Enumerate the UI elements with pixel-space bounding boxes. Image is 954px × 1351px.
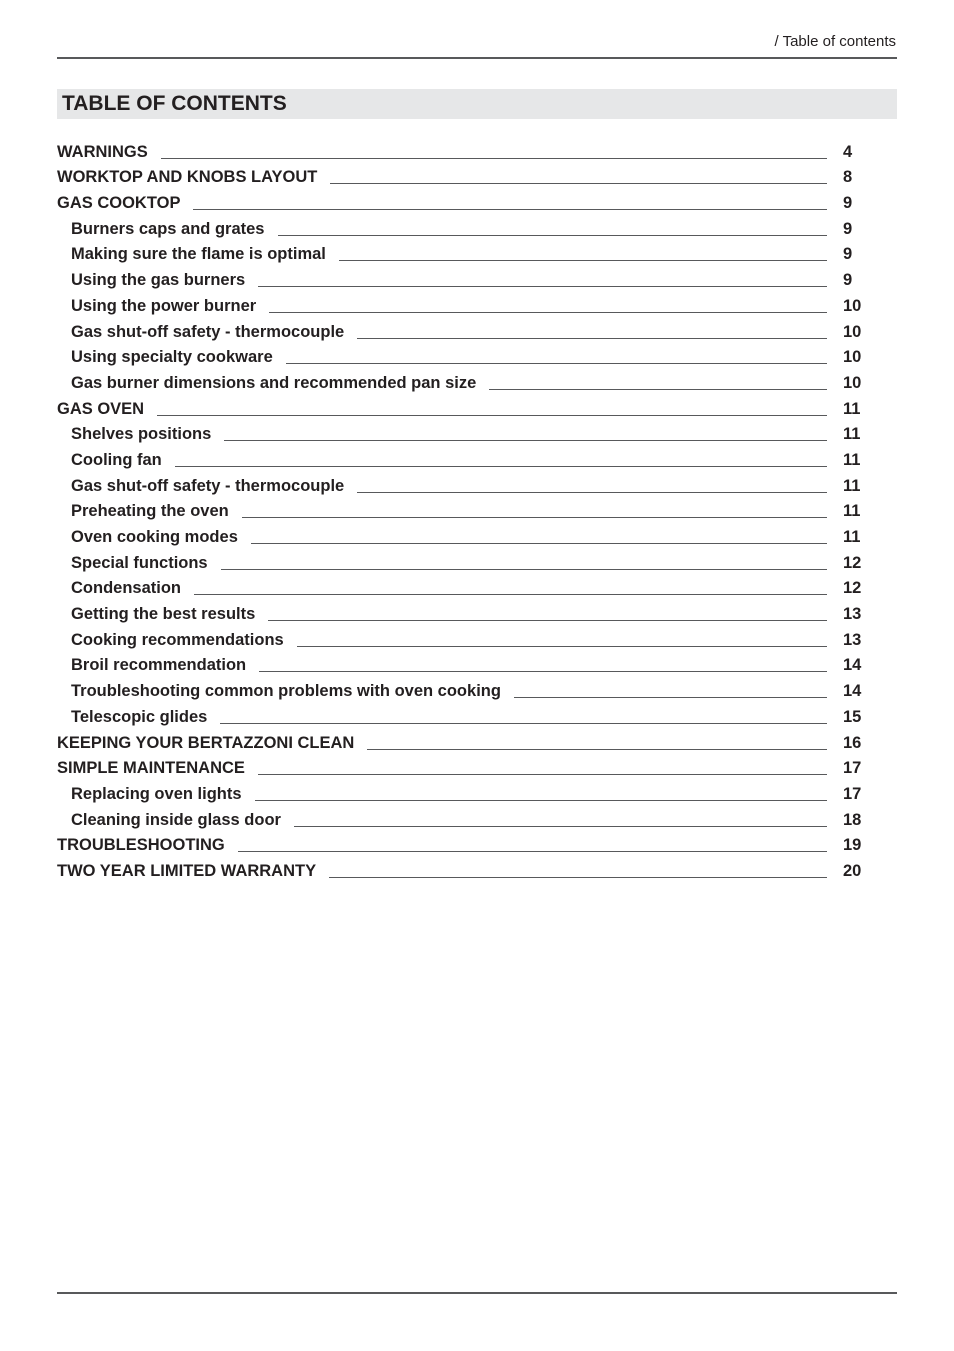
toc-leader-line (357, 492, 827, 493)
toc-entry-label: TROUBLESHOOTING (57, 836, 225, 855)
page-title: TABLE OF CONTENTS (62, 92, 287, 115)
toc-entry-label: Gas burner dimensions and recommended pan size (71, 373, 477, 392)
toc-leader-line (220, 723, 827, 724)
toc-leader-line (278, 235, 828, 236)
toc-leader-line (221, 569, 827, 570)
toc-entry-label: Preheating the oven (71, 502, 229, 521)
toc-entry[interactable] (57, 319, 865, 345)
toc-entry-label: Condensation (71, 579, 181, 598)
toc-leader-line (268, 620, 827, 621)
toc-entry[interactable] (57, 833, 865, 859)
toc-entry[interactable] (57, 267, 865, 293)
toc-leader-line (259, 671, 827, 672)
toc-entry-label: KEEPING YOUR BERTAZZONI CLEAN (57, 733, 355, 752)
toc-entry[interactable] (57, 345, 865, 371)
toc-entry-page-number: 11 (843, 399, 861, 418)
toc-leader-line (294, 826, 827, 827)
toc-entry-page-number: 12 (843, 553, 862, 572)
toc-leader-line (175, 466, 827, 467)
toc-entry-page-number: 14 (843, 682, 862, 701)
toc-entry[interactable] (57, 781, 865, 807)
toc-entry-page-number: 17 (843, 784, 862, 803)
toc-leader-line (258, 286, 827, 287)
toc-entry[interactable] (57, 447, 865, 473)
toc-entry-label: Troubleshooting common problems with oven cooking (71, 682, 501, 701)
toc-entry-page-number: 4 (843, 142, 853, 161)
toc-entry-page-number: 10 (843, 296, 862, 315)
toc-leader-line (357, 338, 827, 339)
toc-entry-page-number: 9 (843, 219, 853, 238)
table-of-contents (57, 139, 865, 884)
toc-entry[interactable] (57, 190, 865, 216)
toc-entry-label: Cooling fan (71, 450, 162, 469)
toc-entry-label: Burners caps and grates (71, 219, 265, 238)
toc-entry[interactable] (57, 678, 865, 704)
toc-leader-line (157, 415, 827, 416)
toc-leader-line (514, 697, 827, 698)
toc-entry-page-number: 17 (843, 759, 862, 778)
toc-leader-line (258, 774, 827, 775)
title-band (57, 89, 897, 119)
toc-entry-label: Using specialty cookware (71, 348, 273, 367)
toc-entry-page-number: 11 (843, 450, 861, 469)
toc-entry[interactable] (57, 601, 865, 627)
toc-entry[interactable] (57, 807, 865, 833)
toc-entry-label: Using the gas burners (71, 271, 246, 290)
toc-entry-label: Oven cooking modes (71, 528, 238, 546)
toc-entry-label: Special functions (71, 553, 208, 572)
toc-entry-page-number: 9 (843, 271, 853, 290)
footer-rule (57, 1292, 897, 1294)
toc-leader-line (255, 800, 827, 801)
toc-entry-label: GAS OVEN (57, 399, 145, 418)
toc-entry-page-number: 10 (843, 348, 862, 367)
toc-entry-page-number: 16 (843, 733, 862, 752)
toc-leader-line (269, 312, 827, 313)
toc-entry-label: Making sure the flame is optimal (71, 245, 326, 264)
toc-leader-line (329, 877, 827, 878)
toc-entry-page-number: 9 (843, 194, 853, 213)
toc-entry[interactable] (57, 396, 865, 422)
toc-entry-label: Gas shut-off safety - thermocouple (71, 322, 345, 341)
toc-entry[interactable] (57, 293, 865, 319)
toc-entry[interactable] (57, 499, 865, 525)
toc-entry-page-number: 10 (843, 373, 862, 392)
toc-entry[interactable] (57, 550, 865, 576)
toc-entry-page-number: 14 (843, 656, 862, 675)
toc-leader-line (224, 440, 827, 441)
toc-entry[interactable] (57, 422, 865, 448)
toc-entry-label: Telescopic glides (71, 707, 208, 726)
toc-entry-page-number: 19 (843, 836, 862, 855)
toc-entry-label: Using the power burner (71, 296, 257, 315)
toc-entry-label: GAS COOKTOP (57, 194, 181, 213)
toc-leader-line (297, 646, 827, 647)
toc-entry-page-number: 20 (843, 861, 862, 880)
toc-entry-label: SIMPLE MAINTENANCE (57, 759, 245, 778)
toc-entry[interactable] (57, 165, 865, 191)
toc-entry[interactable] (57, 524, 865, 550)
toc-entry-page-number: 12 (843, 579, 862, 598)
toc-leader-line (330, 183, 827, 184)
toc-entry-page-number: 11 (843, 502, 861, 521)
toc-entry[interactable] (57, 653, 865, 679)
toc-entry[interactable] (57, 730, 865, 756)
toc-entry-label: Cleaning inside glass door (71, 810, 281, 829)
toc-entry-label: WORKTOP AND KNOBS LAYOUT (57, 168, 318, 187)
toc-leader-line (161, 158, 827, 159)
toc-entry[interactable] (57, 242, 865, 268)
toc-entry-label: Getting the best results (71, 605, 256, 624)
toc-leader-line (367, 749, 827, 750)
toc-entry-page-number: 8 (843, 168, 853, 187)
header-rule (57, 57, 897, 59)
toc-entry-label: Gas shut-off safety - thermocouple (71, 476, 345, 495)
toc-entry[interactable] (57, 858, 865, 884)
running-header: / Table of contents (774, 33, 896, 50)
toc-leader-line (194, 594, 827, 595)
toc-entry-page-number: 18 (843, 810, 862, 829)
toc-entry-label: Cooking recommendations (71, 630, 284, 649)
toc-entry-label: Replacing oven lights (71, 784, 242, 803)
toc-leader-line (238, 851, 827, 852)
toc-entry[interactable] (57, 370, 865, 396)
toc-entry[interactable] (57, 627, 865, 653)
toc-leader-line (286, 363, 827, 364)
toc-entry-page-number: 9 (843, 245, 853, 264)
toc-entry-label: Shelves positions (71, 425, 212, 444)
toc-entry-page-number: 13 (843, 630, 862, 649)
toc-entry-page-number: 11 (843, 425, 861, 444)
toc-entry-page-number: 13 (843, 605, 862, 624)
toc-entry-page-number: 10 (843, 322, 862, 341)
toc-leader-line (489, 389, 827, 390)
toc-entry[interactable] (57, 216, 865, 242)
toc-entry-label: Broil recommendation (71, 656, 247, 675)
toc-entry-page-number: 11 (843, 528, 861, 546)
toc-entry-page-number: 11 (843, 476, 861, 495)
toc-entry[interactable] (57, 704, 865, 730)
toc-entry[interactable] (57, 756, 865, 782)
toc-entry[interactable] (57, 473, 865, 499)
toc-entry[interactable] (57, 139, 865, 165)
toc-entry-page-number: 15 (843, 707, 862, 726)
toc-leader-line (339, 260, 827, 261)
toc-entry-label: TWO YEAR LIMITED WARRANTY (57, 861, 317, 880)
toc-leader-line (193, 209, 827, 210)
toc-leader-line (242, 517, 827, 518)
toc-entry[interactable] (57, 576, 865, 602)
toc-entry-label: WARNINGS (57, 142, 148, 161)
toc-leader-line (251, 543, 827, 544)
